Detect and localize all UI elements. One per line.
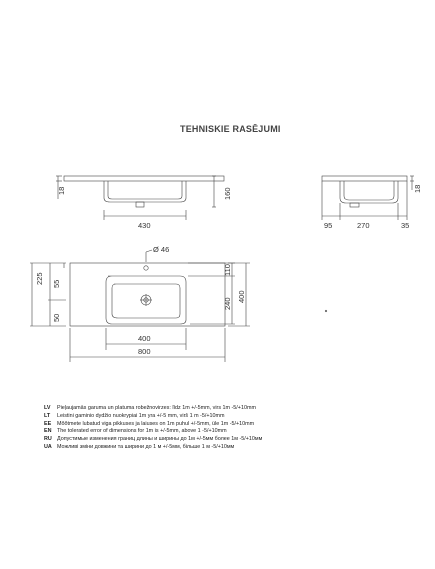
legend-row [44,421,424,429]
dim-top-225: 225 [35,272,44,285]
tolerance-legend [44,405,424,452]
legend-text: The tolerated error of dimensions for 1m is +/-5mm, above 1 -5/+10mm [57,428,227,435]
legend-code: LT [44,412,51,419]
dim-end-right: 35 [401,221,410,230]
legend-code: UA [44,443,52,450]
dim-top-240: 240 [223,297,232,310]
side-view-section [56,176,224,220]
legend-code: EE [44,420,52,427]
legend-text: Pieļaujamās garuma un platuma robežnovirzes: līdz 1m +/-5mm, virs 1m -5/+10mm [57,405,256,411]
dim-side-height: 18 [57,186,66,195]
legend-text: Mõõtmete lubatud viga pikkuses ja laiuses on 1m puhul +/-5mm, üle 1m -5/+10mm [57,420,255,427]
legend-code: EN [44,428,52,435]
legend-text: Leistini gaminio dydžio nuokrypiai 1m yra +/-5 mm, virš 1 m -5/+10mm [57,412,225,419]
legend-text: Можливі зміни довжини та ширини до 1 м +/-5мм, більше 1 м -5/+10мм [57,443,235,450]
dim-end-height: 18 [413,184,422,193]
legend-row [44,428,424,436]
legend-text: Допустимые изменения границ длины и ширины до 1м +/-5мм более 1м -5/+10мм [57,436,263,443]
end-view-section [322,176,414,220]
legend-code: RU [44,436,52,443]
top-view [30,250,250,362]
legend-row [44,405,424,413]
dim-end-width: 270 [357,221,370,230]
dim-top-400-bottom: 400 [138,334,151,343]
dim-top-110: 110 [223,264,232,276]
legend-row [44,413,424,421]
dim-top-400-right: 400 [237,290,246,303]
legend-row [44,444,424,452]
legend-row [44,436,424,444]
dim-top-55: 55 [52,279,61,288]
dim-top-800: 800 [138,347,151,356]
legend-code: LV [44,405,51,411]
dim-side-depth: 160 [223,187,232,200]
dim-side-width: 430 [138,221,151,230]
dim-end-offset: 95 [324,221,333,230]
dim-hole-diameter: Ø 46 [153,245,170,254]
page-title: TEHNISKIE RASĒJUMI [180,124,281,134]
dim-top-50: 50 [52,313,61,322]
